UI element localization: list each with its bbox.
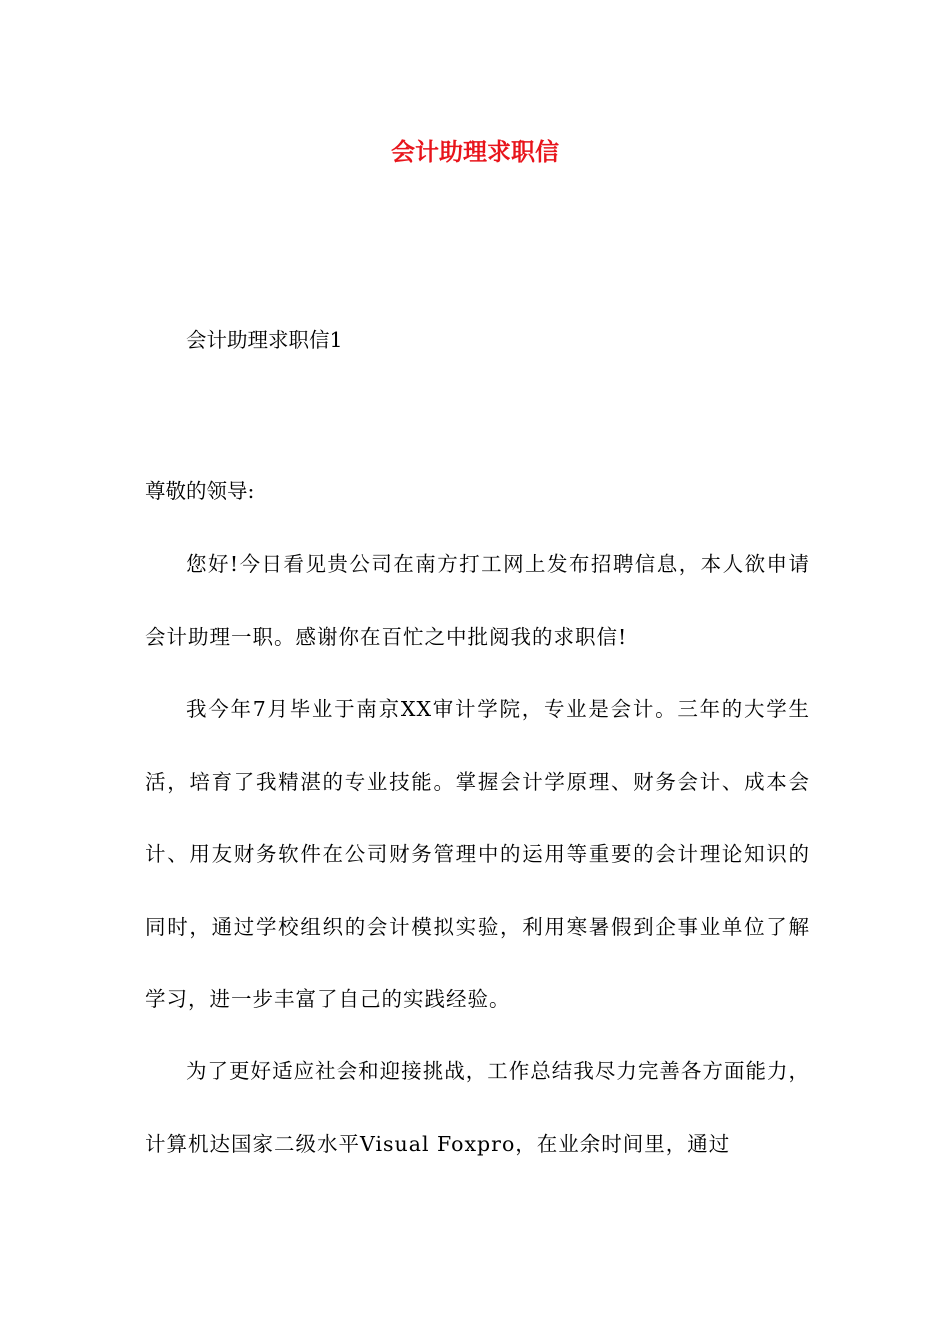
paragraph: 为了更好适应社会和迎接挑战，工作总结我尽力完善各方面能力，计算机达国家二级水平Visual Foxpro，在业余时间里，通过	[145, 1059, 810, 1156]
document-title: 会计助理求职信	[391, 137, 559, 166]
paragraph: 您好!今日看见贵公司在南方打工网上发布招聘信息，本人欲申请会计助理一职。感谢你在百忙之中批阅我的求职信!	[145, 552, 810, 649]
section-heading: 会计助理求职信1	[186, 328, 343, 352]
greeting: 尊敬的领导:	[145, 479, 255, 503]
paragraph: 我今年7月毕业于南京XX审计学院，专业是会计。三年的大学生活，培育了我精湛的专业技能。掌握会计学原理、财务会计、成本会计、用友财务软件在公司财务管理中的运用等重要的会计理论知识的同时，通过学校组织的会计模拟实验，利用寒暑假到企事业单位了解学习，进一步丰富了自己的实践经验。	[145, 697, 810, 1011]
